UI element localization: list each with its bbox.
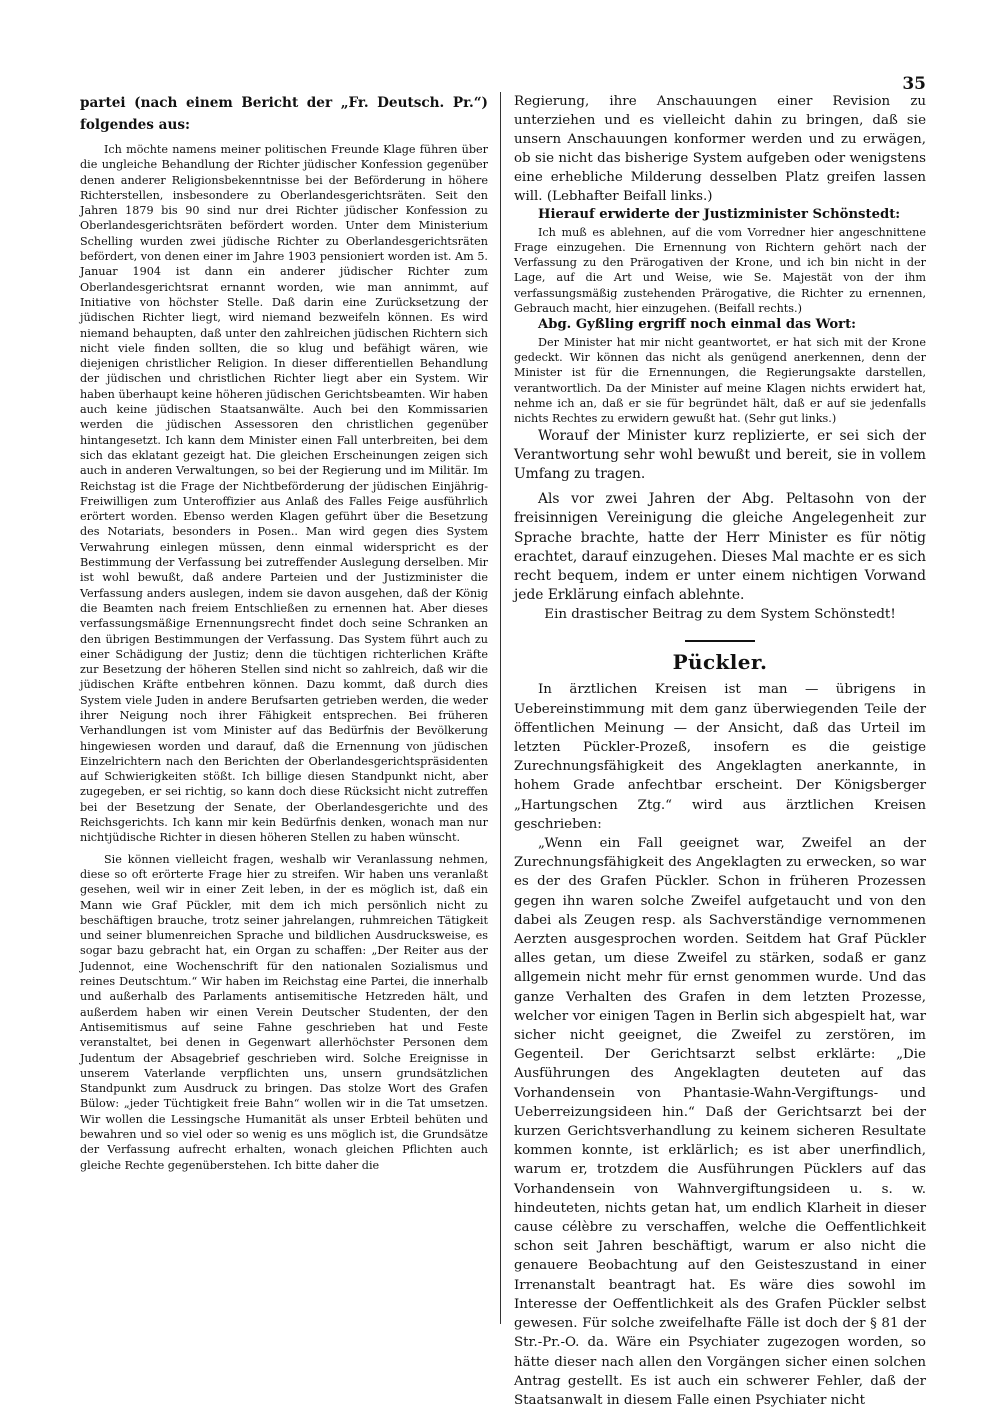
speaker-line-gyssling: Abg. Gyßling ergriff noch einmal das Wort: (538, 317, 857, 333)
article-divider (685, 640, 755, 642)
left-speech-paragraph-2: Sie können vielleicht fragen, weshalb wir Veranlassung nehmen, diese so oft erörterte Frage hier zu streifen. Wir haben uns veranlaßt gesehen, weil wir in einer Zeit leben, in der es möglich ist, daß ein Mann wie Graf Pückler, mit dem ich mich persönlich nicht zu beschäftigen brauche, trotz seiner jahrelangen, ruhmreichen Tätigkeit und seiner blumenreichen Sprache und bildlichen Ausdrucksweise, es sogar bazu gebracht hat, ein Organ zu schaffen: „Der Reiter aus der Judennot, eine Wochenschrift für den nationalen Sozialismus und reines Deutschtum.“ Wir haben im Reichstag eine Partei, die innerhalb und außerhalb des Parlaments antisemitische Hetzreden hält, und außerdem haben wir einen Verein Deutscher Studenten, der den Antisemitismus auf seine Fahne geschrieben hat und Feste veranstaltet, bei denen in Gegenwart allerhöchster Personen dem Judentum der Absagebrief geschrieben wird. Solche Ereignisse in unserem Vaterlande verpflichten uns, unsern grundsätzlichen Standpunkt zum Ausdruck zu bringen. Das stolze Wort des Grafen Bülow: „jeder Tüchtigkeit freie Bahn“ wollen wir in die Tat umsetzen. Wir wollen die Lessingsche Humanität als unser Erbteil behüten und bewahren und so viel oder so wenig es uns möglich ist, die Grundsätze der Verfassung aufrecht erhalten, wonach gleichen Pflichten auch gleiche Rechte gegenüberstehen. Ich bitte daher die (80, 852, 488, 1172)
page-number: 35 (902, 74, 926, 94)
speaker-line-minister: Hierauf erwiderte der Justizminister Schönstedt: (538, 207, 901, 222)
right-paragraph-1: Regierung, ihre Anschauungen einer Revision zu unterziehen und es vielleicht dahin zu bringen, daß sie unsern Anschauungen konformer werden und zu erwägen, ob sie nicht das bisherige System aufgeben oder wenigstens eine erhebliche Milderung desselben Platz greifen lassen will. (Lebhafter Beifall links.) (514, 94, 926, 204)
left-speech-paragraph-1: Ich möchte namens meiner politischen Freunde Klage führen über die ungleiche Behandlung der Richter jüdischer Konfession gegenüber denen anderer Religionsbekenntnisse bei der Beförderung in höhere Richterstellen, insbesondere zu Oberlandesgerichtsräten. Seit den Jahren 1879 bis 90 sind nur drei Richter jüdischer Konfession zu Oberlandesgerichtsräten befördert worden. Unter dem Ministerium Schelling wurden zwei jüdische Richter zu Oberlandesgerichtsräten befördert, von denen einer im Jahre 1903 pensioniert worden ist. Am 5. Januar 1904 ist dann ein anderer jüdischer Richter zum Oberlandesgerichtsrat ernannt worden, wie man annimmt, auf Initiative von höchster Stelle. Daß darin eine Zurücksetzung der jüdischen Richter liegt, wird niemand bezweifeln können. Es wird niemand behaupten, daß unter den zahlreichen jüdischen Richtern sich nicht viele finden sollten, die so klug und befähigt wären, wie diejenigen christlicher Religion. In dieser differentiellen Behandlung der jüdischen und christlichen Richter liegt aber ein System. Wir haben überhaupt keine höheren jüdischen Gerichtsbeamten. Wir haben auch keine jüdischen Staatsanwälte. Auch bei den Kommissarien werden die jüdischen Assessoren den christlichen gegenüber hintangesetzt. Ich kann dem Minister einen Fall unterbreiten, bei dem sich das eklatant gezeigt hat. Die gleichen Erscheinungen zeigen sich auch in anderen Verwaltungen, so bei der Regierung und im Militär. Im Reichstag ist die Frage der Nichtbeförderung der jüdischen Einjährig-Freiwilligen zum Unteroffizier aus Anlaß des Falles Feige ausführlich erörtert worden. Ebenso werden Klagen geführt über die Besetzung des Notariats, besonders in Posen.. Man wird gegen dies System Verwahrung einlegen müssen, denn einmal widerspricht es der Bestimmung der Verfassung bei zutreffender Auslegung derselben. Mir ist wohl bewußt, daß andere Parteien und der Justizminister die Verfassung anders auslegen, indem sie davon ausgehen, daß der König die Beamten nach freiem Entschließen zu ernennen hat. Aber dieses verfassungsmäßige Ernennungsrecht findet doch seine Schranken an den übrigen Bestimmungen der Verfassung. Das System führt auch zu einer Schädigung der Justiz; denn die tüchtigen richterlichen Kräfte zur Besetzung der höheren Stellen sind nicht so zahlreich, daß wir die jüdischen Kräfte entbehren können. Dazu kommt, daß durch dies System viele Juden in andere Berufsarten getrieben werden, die weder ihrer Neigung noch ihrer Fähigkeit entsprechen. Bei früheren Verhandlungen ist vom Minister auf das Bedürfnis der Bevölkerung hingewiesen worden und darauf, daß die Ernennung von jüdischen Einzelrichtern nach den Berichten der Oberlandesgerichtspräsidenten auf Schwierigkeiten stößt. Ich billige diesen Standpunkt nicht, aber zugegeben, er sei richtig, so kann doch diese Rücksicht nicht zutreffen bei der Besetzung der Senate, der Oberlandesgerichte und des Reichsgerichts. Ich kann mir kein Bedürfnis denken, wonach man nur nichtjüdische Richter in diesen höheren Stellen zu haben wünscht. (80, 143, 488, 845)
column-rule (500, 92, 501, 1324)
article-heading: Pückler. (672, 650, 768, 675)
article-paragraph-1: In ärztlichen Kreisen ist man — übrigens in Uebereinstimmung mit dem ganz überwiegenden Teile der öffentlichen Meinung — der Ansicht, daß das Urteil im letzten Pückler-Prozeß, insofern es die geistige Zurechnungsfähigkeit des Angeklagten anerkannte, in hohem Grade anfechtbar erscheint. Der Königsberger „Hartungschen Ztg.“ wird aus ärztlichen Kreisen geschrieben: (514, 682, 926, 832)
article-quote-paragraph: „Wenn ein Fall geeignet war, Zweifel an der Zurechnungsfähigkeit des Angeklagten zu erwecken, so war es der des Grafen Pückler. Schon in früheren Prozessen gegen ihn waren solche Zweifel aufgetaucht und von den dabei als Zeugen resp. als Sachverständige vernommenen Aerzten ausgesprochen worden. Seitdem hat Graf Pückler alles getan, um diese Zweifel zu stärken, sodaß er ganz allgemein nicht mehr für ernst genommen wurde. Und das ganze Verhalten des Grafen in dem letzten Prozesse, welcher vor einigen Tagen in Berlin sich abgespielt hat, war sicher nicht geeignet, die Zweifel zu zerstören, im Gegenteil. Der Gerichtsarzt selbst erklärte: „Die Ausführungen des Angeklagten deuteten auf das Vorhandensein von Phantasie-Wahn-Vergiftungs- und Ueberreizungsideen hin.“ Daß der Gerichtsarzt bei der kurzen Gerichtsverhandlung zu keinem sicheren Resultate kommen konnte, ist erklärlich; es ist aber unerfindlich, warum er, trotzdem die Ausführungen Pücklers auf das Vorhandensein von Wahnvergiftungsideen u. s. w. hindeuteten, nichts getan hat, um endlich Klarheit in dieser cause célèbre zu verschaffen, welche die Oeffentlichkeit schon seit Jahren beschäftigt, warum er also nicht die genauere Beobachtung auf den Geisteszustand in einer Irrenanstalt beantragt hat. Es wäre dies sowohl im Interesse der Oeffentlichkeit als des Grafen Pückler selbst gewesen. Für solche zweifelhafte Fälle ist doch der § 81 der Str.-Pr.-O. da. Wäre ein Psychiater zugezogen worden, so hätte dieser nach allen den Vorgängen sicher einen solchen Antrag gestellt. Es ist auch ein schwerer Fehler, daß der Staatsanwalt in diesem Falle einen Psychiater nicht (514, 836, 926, 1408)
left-column (80, 92, 488, 1324)
minister-rejoinder: Worauf der Minister kurz replizierte, er sei sich der Verantwortung sehr wohl bewußt und bereit, sie in vollem Umfang zu tragen. (514, 427, 926, 482)
minister-reply: Ich muß es ablehnen, auf die vom Vorredner hier angeschnittene Frage einzugehen. Die Ernennung von Richtern gehört nach der Verfassung zu den Prärogativen der Krone, und ich bin nicht in der Lage, auf die Art und Weise, wie Se. Majestät von der ihm verfassungsmäßig zustehenden Prärogative, die Richter zu ernennen, Gebrauch macht, hier einzugehen. (Beifall rechts.) (514, 225, 926, 315)
left-lead-paragraph: partei (nach einem Bericht der „Fr. Deutsch. Pr.“) folgendes aus: (80, 95, 488, 133)
gyssling-reply: Der Minister hat mir nicht geantwortet, er hat sich mit der Krone gedeckt. Wir können das nicht als genügend anerkennen, denn der Minister ist für die Ernennungen, die Regierungsakte darstellen, verantwortlich. Da der Minister auf meine Klagen nichts erwidert hat, nehme ich an, daß er sie für begründet hält, daß er auf sie jedenfalls nichts Rechtes zu erwidern gewußt hat. (Sehr gut links.) (514, 335, 926, 426)
peltasohn-paragraph: Als vor zwei Jahren der Abg. Peltasohn von der freisinnigen Vereinigung die gleiche Angelegenheit zur Sprache brachte, hatte der Herr Minister es für nötig erachtet, darauf einzugehen. Dieses Mal machte er es sich recht bequem, indem er unter einem nichtigen Vorwand jede Erklärung einfach ablehnte. (514, 491, 926, 604)
right-column (514, 92, 926, 1408)
closing-remark: Ein drastischer Beitrag zu dem System Schönstedt! (544, 607, 896, 623)
